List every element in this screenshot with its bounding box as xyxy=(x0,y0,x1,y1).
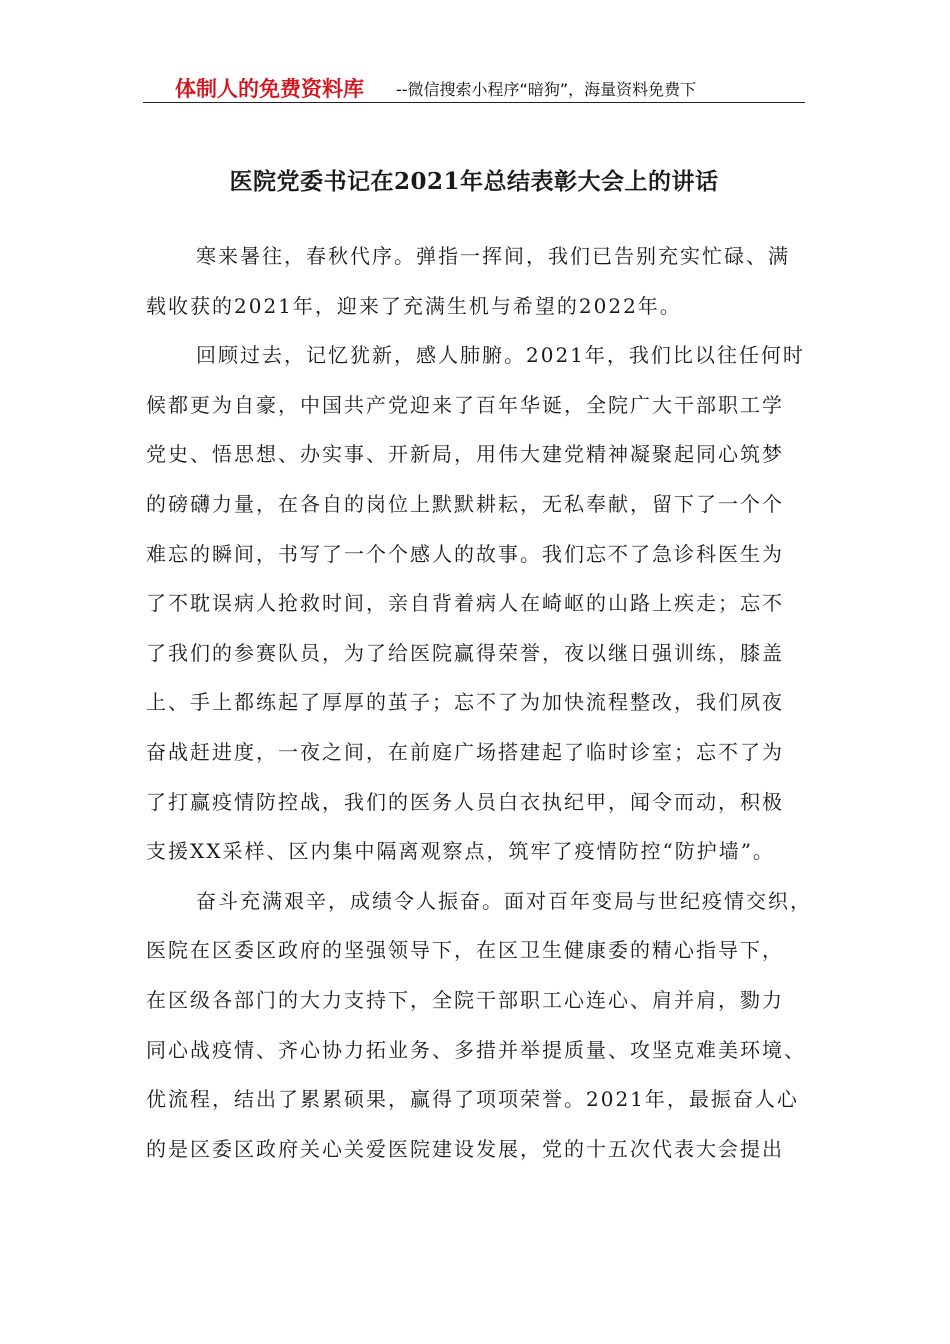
header-brand: 体制人的免费资料库 xyxy=(175,77,364,101)
page-header xyxy=(143,70,805,103)
paragraph-line: 党史、悟思想、办实事、开新局，用伟大建党精神凝聚起同心筑梦 xyxy=(146,442,784,467)
paragraph-line: 难忘的瞬间，书写了一个个感人的故事。我们忘不了急诊科医生为 xyxy=(146,541,784,566)
paragraph-line: 的磅礴力量，在各自的岗位上默默耕耘，无私奉献，留下了一个个 xyxy=(146,491,784,516)
paragraph-line: 奋战赶进度，一夜之间，在前庭广场搭建起了临时诊室；忘不了为 xyxy=(146,739,784,764)
document-body xyxy=(146,232,810,1174)
paragraph-line: 奋斗充满艰辛，成绩令人振奋。面对百年变局与世纪疫情交织， xyxy=(196,888,812,913)
paragraph-line: 上、手上都练起了厚厚的茧子；忘不了为加快流程整改，我们夙夜 xyxy=(146,690,784,715)
header-note: --微信搜索小程序“暗狗”，海量资料免费下 xyxy=(396,80,697,99)
paragraph-line: 了打赢疫情防控战，我们的医务人员白衣执纪甲，闻令而动，积极 xyxy=(146,789,784,814)
paragraph-line: 同心战疫情、齐心协力拓业务、多措并举提质量、攻坚克难美环境、 xyxy=(146,1037,806,1062)
document-title: 医院党委书记在2021年总结表彰大会上的讲话 xyxy=(229,168,719,195)
paragraph-line: 了不耽误病人抢救时间，亲自背着病人在崎岖的山路上疾走；忘不 xyxy=(146,591,784,616)
paragraph-line: 的是区委区政府关心关爱医院建设发展，党的十五次代表大会提出 xyxy=(146,1136,784,1161)
paragraph-line: 优流程，结出了累累硕果，赢得了项项荣誉。2021年，最振奋人心 xyxy=(146,1087,799,1112)
paragraph-line: 了我们的参赛队员，为了给医院赢得荣誉，夜以继日强训练，膝盖 xyxy=(146,640,784,665)
paragraph-line: 回顾过去，记忆犹新，感人肺腑。2021年，我们比以往任何时 xyxy=(196,343,805,368)
paragraph-line: 在区级各部门的大力支持下，全院干部职工心连心、肩并肩，勠力 xyxy=(146,987,784,1012)
paragraph-line: 载收获的2021年，迎来了充满生机与希望的2022年。 xyxy=(146,293,682,318)
paragraph-line: 寒来暑往，春秋代序。弹指一挥间，我们已告别充实忙碌、满 xyxy=(196,244,790,268)
paragraph-line: 候都更为自豪，中国共产党迎来了百年华诞，全院广大干部职工学 xyxy=(146,392,784,417)
paragraph-line: 医院在区委区政府的坚强领导下，在区卫生健康委的精心指导下， xyxy=(146,938,784,963)
paragraph-line: 支援XX采样、区内集中隔离观察点，筑牢了疫情防控“防护墙”。 xyxy=(146,839,775,864)
